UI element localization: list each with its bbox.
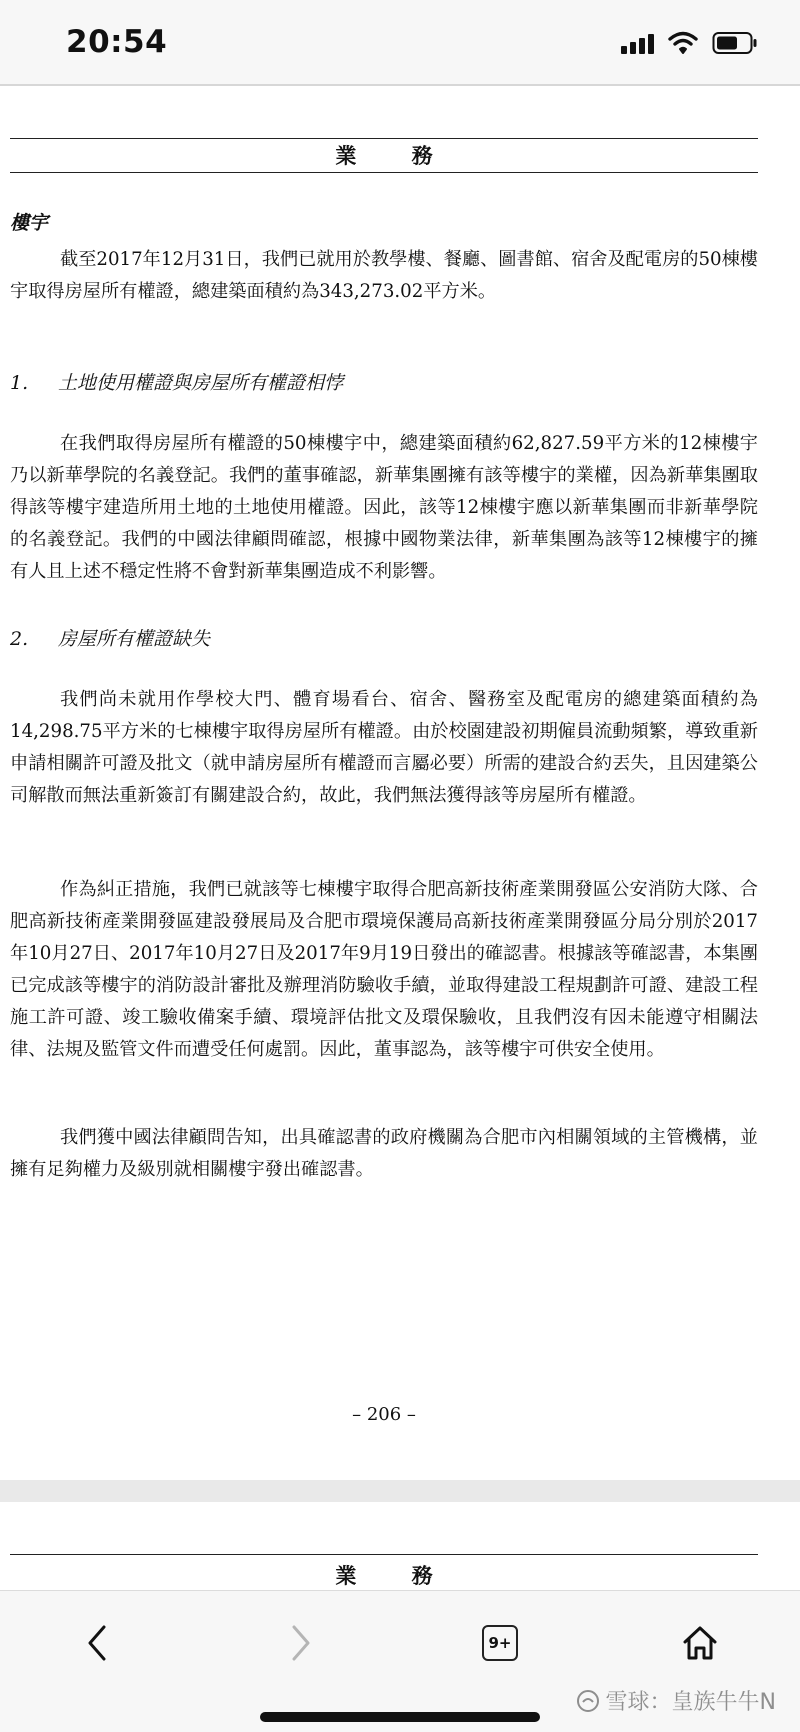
section-heading: 樓宇: [10, 212, 49, 234]
paragraph: 在我們取得房屋所有權證的50棟樓宇中，總建築面積約62,827.59平方米的12棟樓宇乃以新華學院的名義登記。我們的董事確認，新華集團擁有該等樓宇的業權，因為新華集團取得該等樓宇建造所用土地的土地使用權證。因此，該等12棟樓宇應以新華集團而非新華學院的名義登記。我們的中國法律顧問確認，根據中國物業法律，新華集團為該等12棟樓宇的擁有人且上述不穩定性將不會對新華集團造成不利影響。: [10, 433, 758, 582]
back-button[interactable]: [68, 1613, 128, 1673]
home-button[interactable]: [670, 1613, 730, 1673]
snowball-logo-icon: [576, 1689, 600, 1713]
header-rule: [10, 138, 758, 139]
sub-heading-1: [10, 368, 343, 395]
page-separator: [0, 1480, 800, 1502]
header-rule: [10, 172, 758, 173]
wifi-icon: [668, 31, 698, 55]
status-bar: [0, 0, 800, 86]
next-page-header-title: 業 務: [335, 1563, 457, 1588]
home-icon: [680, 1623, 720, 1663]
battery-icon: [712, 31, 758, 55]
cellular-signal-icon: [621, 32, 654, 54]
sub-heading-text: 土地使用權證與房屋所有權證相悖: [58, 372, 344, 394]
header-rule: [10, 1554, 758, 1555]
paragraph: 我們獲中國法律顧問告知，出具確認書的政府機關為合肥市內相關領域的主管機構，並擁有足夠權力及級別就相關樓宇發出確認書。: [10, 1127, 758, 1180]
paragraph: 作為糾正措施，我們已就該等七棟樓宇取得合肥高新技術產業開發區公安消防大隊、合肥高新技術產業開發區建設發展局及合肥市環境保護局高新技術產業開發區分局分別於2017年10月27日、2017年10月27日及2017年9月19日發出的確認書。根據該等確認書，本集團已完成該等樓宇的消防設計審批及辦理消防驗收手續，並取得建設工程規劃許可證、建設工程施工許可證、竣工驗收備案手續、環境評估批文及環保驗收，且我們沒有因未能遵守相關法律、法規及監管文件而遭受任何處罰。因此，董事認為，該等樓宇可供安全使用。: [10, 879, 758, 1060]
document-page: [0, 86, 800, 1480]
next-document-page: [0, 1502, 800, 1590]
status-time: 20:54: [66, 24, 168, 60]
tabs-button[interactable]: [470, 1613, 530, 1673]
page-number: – 206 –: [352, 1404, 416, 1425]
chevron-left-icon: [84, 1623, 112, 1663]
chevron-right-icon: [286, 1623, 314, 1663]
page-header-title: 業 務: [335, 143, 457, 168]
watermark: [576, 1685, 776, 1716]
sub-heading-number: 1.: [10, 372, 29, 394]
home-indicator[interactable]: [260, 1712, 540, 1722]
watermark-text: 雪球：皇族牛牛N: [605, 1690, 776, 1715]
forward-button[interactable]: [270, 1613, 330, 1673]
status-icons: [621, 28, 758, 58]
tabs-count: 9+: [482, 1625, 518, 1661]
sub-heading-2: [10, 624, 210, 651]
paragraph: 截至2017年12月31日，我們已就用於教學樓、餐廳、圖書館、宿舍及配電房的50棟樓宇取得房屋所有權證，總建築面積約為343,273.02平方米。: [10, 249, 758, 302]
browser-toolbar: [0, 1590, 800, 1732]
sub-heading-text: 房屋所有權證缺失: [58, 628, 211, 650]
paragraph: 我們尚未就用作學校大門、體育場看台、宿舍、醫務室及配電房的總建築面積約為14,298.75平方米的七棟樓宇取得房屋所有權證。由於校園建設初期僱員流動頻繁，導致重新申請相關許可證及批文（就申請房屋所有權證而言屬必要）所需的建設合約丟失，且因建築公司解散而無法重新簽訂有關建設合約，故此，我們無法獲得該等房屋所有權證。: [10, 689, 758, 806]
sub-heading-number: 2.: [10, 628, 29, 650]
